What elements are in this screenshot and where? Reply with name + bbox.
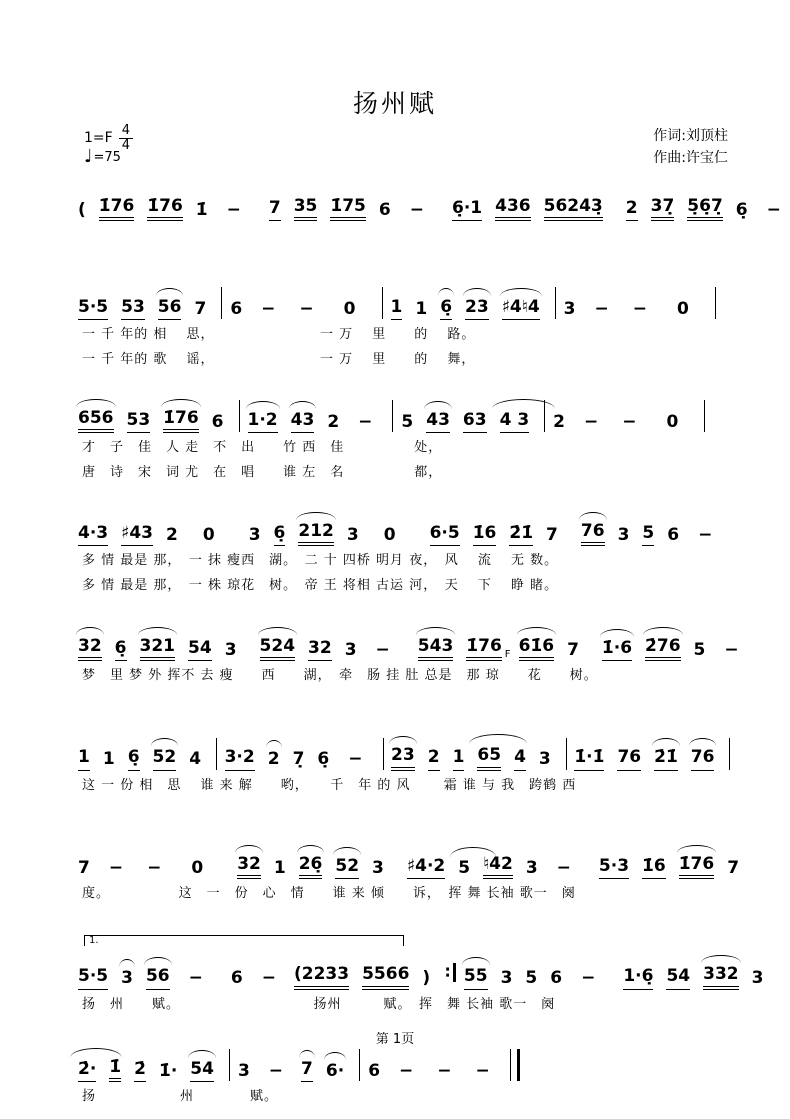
note-token: 1 xyxy=(78,747,90,770)
score xyxy=(78,176,781,1107)
slur-arc xyxy=(188,1050,216,1058)
note-token: 6 xyxy=(230,968,243,989)
barline xyxy=(715,287,716,319)
note-token: − xyxy=(437,1060,452,1081)
note-token: 0 xyxy=(677,298,689,319)
note-token: 5·5 xyxy=(78,297,108,320)
slur-arc xyxy=(258,627,298,635)
lyrics-row: 扬 州 赋。 xyxy=(82,1089,279,1104)
note-token: 3 xyxy=(617,524,630,545)
composer-credit: 作曲:许宝仁 xyxy=(653,149,728,166)
system xyxy=(78,616,738,686)
note-token: 5 xyxy=(525,968,538,989)
credits xyxy=(653,126,728,169)
note-token: 7 xyxy=(301,1059,313,1082)
note-token: − xyxy=(475,1060,490,1081)
note-token: − xyxy=(584,411,599,432)
note-token: 23 xyxy=(391,745,415,770)
note-token: − xyxy=(261,298,276,319)
note-token: ♮42 xyxy=(483,854,513,879)
lyrics-row: 梦 里 梦 外 挥不 去 瘦 西 湖， 牵 肠 挂 肚 总是 那 琼 花 树。 xyxy=(82,668,598,683)
slur-arc xyxy=(462,957,490,965)
lyrics-row: 这 一 份 相 思 谁 来 解 哟， 千 年 的 风 霜 谁 与 我 跨鹤 西 xyxy=(82,777,577,793)
slur-arc xyxy=(492,399,556,409)
note-token: 2 xyxy=(166,524,178,545)
slur-arc xyxy=(296,512,336,520)
note-token: 6̣ xyxy=(115,638,127,661)
note-token: 6 xyxy=(368,1060,381,1081)
slur-arc xyxy=(416,627,456,635)
note-token: 1̇76 xyxy=(147,196,183,221)
note-token: 212 xyxy=(298,521,334,546)
note-token: 3 xyxy=(372,857,384,878)
barline xyxy=(383,738,384,770)
lyrics-row: 一 千 年的 相 思， 一 万 里 的 路。 xyxy=(82,327,476,342)
note-token: − xyxy=(581,968,596,989)
slur-arc xyxy=(297,845,325,853)
note-token: 5·3 xyxy=(599,856,629,879)
lyrics-row: 一 千 年的 歌 谣， 一 万 里 的 舞， xyxy=(82,351,476,367)
slur-arc xyxy=(289,401,317,409)
note-token: − xyxy=(261,968,276,989)
slur-arc xyxy=(600,629,634,637)
note-token: − xyxy=(556,857,571,878)
note-token: 3 xyxy=(224,639,237,660)
barline xyxy=(239,400,240,432)
note-token: 7 xyxy=(194,298,207,319)
system xyxy=(78,176,781,221)
barline xyxy=(392,400,393,432)
note-token: 6·5 xyxy=(430,523,460,546)
slur-arc xyxy=(469,734,527,744)
note-token: 3 xyxy=(344,639,357,660)
notation-row xyxy=(78,388,738,433)
slur-arc xyxy=(701,955,741,963)
note-token: 43 xyxy=(426,410,450,433)
note-token: 4 xyxy=(514,747,526,770)
note-token: 1̇ xyxy=(109,1057,121,1082)
note-token: 6· xyxy=(326,1061,344,1082)
note-token: 76 xyxy=(691,747,715,770)
note-token: 3 xyxy=(248,524,261,545)
note-token: 6̣ xyxy=(274,523,286,546)
note-token: 1̇76 xyxy=(466,636,502,661)
barline xyxy=(555,287,556,319)
slur-arc xyxy=(652,738,680,746)
notation-row xyxy=(78,501,738,546)
note-token: − xyxy=(766,199,781,220)
tempo-value: =75 xyxy=(93,149,121,165)
note-token: 0 xyxy=(202,524,215,545)
note-token: 4 3 xyxy=(500,410,530,433)
note-token: 2̇ xyxy=(134,1059,146,1082)
slur-arc xyxy=(424,401,452,409)
note-token: 3 xyxy=(346,524,359,545)
note-token: − xyxy=(348,749,363,770)
note-token: 7 xyxy=(78,857,90,878)
note-token: 5 xyxy=(458,858,470,879)
slur-arc xyxy=(151,738,179,746)
slur-arc xyxy=(677,845,717,853)
note-token: 2 xyxy=(626,198,638,221)
note-token: 1̇75 xyxy=(330,196,366,221)
note-token: 656 xyxy=(78,408,114,433)
note-token: 6̇1̇6 xyxy=(519,636,555,661)
slur-arc xyxy=(500,288,542,296)
note-token: 32 xyxy=(308,638,332,661)
note-token: − xyxy=(299,298,314,319)
notation-row xyxy=(78,275,738,320)
slur-arc xyxy=(76,399,116,407)
note-token: 7 xyxy=(269,198,281,221)
note-token: 2 xyxy=(327,411,340,432)
barline: ∶ xyxy=(445,963,456,982)
slur-arc xyxy=(389,736,417,744)
slur-arc xyxy=(144,957,172,965)
note-token: 1̇·1̇ xyxy=(574,747,604,770)
note-token: 3 xyxy=(500,968,513,989)
note-token: 543 xyxy=(418,636,454,661)
notation-row xyxy=(78,834,738,879)
note-token: 32 xyxy=(78,636,102,661)
note-token: 3 xyxy=(525,857,538,878)
note-token: − xyxy=(268,1060,284,1081)
note-token: − xyxy=(409,199,424,220)
barline xyxy=(704,400,705,432)
slur-arc xyxy=(579,512,607,520)
note-token: 7 xyxy=(546,524,558,545)
note-token: 1 xyxy=(273,857,286,878)
note-token: 1̇· xyxy=(158,1060,178,1081)
note-token: 2 xyxy=(553,411,566,432)
note-token: 436 xyxy=(495,196,531,221)
note-token: − xyxy=(147,857,162,878)
note-token: (2233 xyxy=(294,964,349,989)
lyrics-row: 度。 这 一 份 心 情 谁 来 倾 诉， 挥 舞 长袖 歌一 阕 xyxy=(82,886,576,901)
slur-arc xyxy=(333,847,361,855)
note-token: − xyxy=(108,857,124,878)
system xyxy=(78,933,764,1015)
note-token: 2̇76 xyxy=(645,636,681,661)
note-token: 2 xyxy=(268,749,280,770)
note-token: 1̇6 xyxy=(642,856,666,879)
system xyxy=(78,1037,738,1107)
tempo-marking xyxy=(84,148,121,166)
note-token: 2̇1̇ xyxy=(654,747,678,770)
note-token: − xyxy=(188,968,203,989)
note-token: 0 xyxy=(666,411,679,432)
note-token: 6 xyxy=(550,968,563,989)
note-token: − xyxy=(724,639,739,660)
barline xyxy=(566,738,567,770)
note-token: 5 xyxy=(693,639,706,660)
note-token: 3 xyxy=(563,298,576,319)
note-token: 6̣ xyxy=(317,749,330,770)
note-token: 7 xyxy=(567,639,579,660)
note-token: 55 xyxy=(464,966,488,989)
note-token: 37̣ xyxy=(651,196,675,221)
note-token: 2̇1̇ xyxy=(509,523,533,546)
slur-arc xyxy=(235,845,263,853)
notation-row xyxy=(78,176,781,221)
note-token: 1·6̣ xyxy=(623,966,653,989)
lyrics-row: 才 子 佳 人 走 不 出 竹 西 佳 处， xyxy=(82,440,443,455)
note-token: 56 xyxy=(158,297,182,320)
barline xyxy=(382,287,383,319)
note-token: 56 xyxy=(146,966,170,989)
note-token: 1̇76 xyxy=(679,854,715,879)
notation-row xyxy=(78,945,764,990)
time-signature-numerator: 4 xyxy=(119,124,133,139)
note-token: 3·2 xyxy=(225,747,255,770)
note-token: 52 xyxy=(153,747,177,770)
note-token: 1 xyxy=(415,298,428,319)
note-token: 1̇6 xyxy=(473,523,497,546)
note-token: 7 xyxy=(727,857,740,878)
slur-arc xyxy=(76,627,104,635)
volta-bracket: 1. xyxy=(84,935,404,946)
note-token: 2̇· xyxy=(78,1059,96,1082)
slur-arc xyxy=(324,1052,346,1060)
lyricist-credit: 作词:刘顶柱 xyxy=(653,128,728,144)
note-token: 1 xyxy=(102,749,115,770)
barline xyxy=(221,287,222,319)
lyrics-row: 扬 州 赋。 扬州 赋。 挥 舞 长袖 歌一 阕 xyxy=(82,996,556,1012)
barline xyxy=(729,738,730,770)
note-token: 6̣·1 xyxy=(452,198,482,221)
note-token: 0 xyxy=(343,298,356,319)
note-token: 1̇76 xyxy=(163,408,199,433)
note-token: − xyxy=(399,1060,414,1081)
note-token: 1̇·6 xyxy=(602,638,632,661)
note-token: ♯43 xyxy=(121,523,153,546)
system xyxy=(78,834,738,904)
note-token: 5566 xyxy=(362,964,409,989)
page-number: 第 1页 xyxy=(375,1032,415,1047)
slur-arc xyxy=(119,959,135,967)
note-token: 1·2 xyxy=(248,410,278,433)
note-token: 524 xyxy=(260,636,296,661)
note-token: 6 xyxy=(211,411,224,432)
note-token: − xyxy=(358,411,373,432)
barline xyxy=(359,1049,360,1081)
slur-arc xyxy=(246,401,280,409)
note-token: 0 xyxy=(191,857,204,878)
quarter-note-icon: ♩ xyxy=(84,146,93,167)
barline xyxy=(510,1049,520,1081)
note-token: 4·3 xyxy=(78,523,108,546)
note-token: 321 xyxy=(140,636,176,661)
note-token: − xyxy=(698,524,713,545)
note-token: 54 xyxy=(190,1059,214,1082)
note-token: 6̣ xyxy=(440,297,452,320)
note-token: − xyxy=(594,298,609,319)
note-token: ( xyxy=(78,199,86,220)
note-token: 332 xyxy=(703,964,739,989)
slur-arc xyxy=(138,627,178,635)
note-token: 76 xyxy=(581,521,605,546)
note-token: 5·5 xyxy=(78,966,108,989)
note-token: 35 xyxy=(294,196,318,221)
note-token: 5 xyxy=(642,523,654,546)
note-token: − xyxy=(226,199,241,220)
slur-arc xyxy=(299,1050,315,1058)
note-token: 3 xyxy=(121,968,133,989)
note-token: 6 xyxy=(230,298,243,319)
note-token: ♯4·2 xyxy=(407,856,445,879)
system xyxy=(78,388,738,482)
note-token: 65 xyxy=(477,745,501,770)
time-signature-denominator: 4 xyxy=(121,137,130,153)
note-token: 23 xyxy=(465,297,489,320)
note-token: 0 xyxy=(383,524,396,545)
note-token: 2 xyxy=(428,747,440,770)
note-token: 54 xyxy=(188,638,212,661)
slur-arc xyxy=(266,740,282,748)
system xyxy=(78,275,738,369)
note-token: 3 xyxy=(538,749,551,770)
system xyxy=(78,501,738,595)
barline xyxy=(229,1049,230,1081)
note-token: − xyxy=(375,639,390,660)
slur-arc xyxy=(161,399,201,407)
lyrics-row: 多 情 最是 那， 一 株 琼花 树。 帝 王 将相 古运 河， 天 下 睁 睹。 xyxy=(82,577,559,593)
note-token: 1̇76 xyxy=(99,196,135,221)
note-token: 1̇ xyxy=(195,199,208,220)
note-token: 52 xyxy=(335,856,359,879)
note-token: 54 xyxy=(666,966,690,989)
note-token: 5 xyxy=(401,411,414,432)
note-token: 1 xyxy=(453,747,465,770)
slur-arc xyxy=(643,627,683,635)
note-token: 4 xyxy=(189,749,202,770)
note-token: 76 xyxy=(617,747,641,770)
note-token: 6 xyxy=(378,199,391,220)
slur-arc xyxy=(156,288,184,296)
note-token: 26̣ xyxy=(299,854,323,879)
note-token: F xyxy=(504,648,511,660)
slur-arc xyxy=(438,288,454,296)
note-token: ♯4♮4 xyxy=(502,297,540,320)
note-token: 3 xyxy=(751,968,764,989)
note-token: 6̣ xyxy=(735,199,748,220)
note-token: 53 xyxy=(127,410,151,433)
note-token: ) xyxy=(422,968,431,989)
note-token: 43 xyxy=(291,410,315,433)
note-token: 6 xyxy=(667,524,680,545)
note-token: 56243̣ xyxy=(544,196,603,221)
lyrics-row: 唐 诗 宋 词 尤 在 唱 谁 左 名 都， xyxy=(82,464,443,480)
system xyxy=(78,726,738,796)
slur-arc xyxy=(689,738,717,746)
lyrics-row: 多 情 最是 那， 一 抹 瘦西 湖。 二 十 四桥 明月 夜， 风 流 无 数。 xyxy=(82,553,559,568)
page-title: 扬州赋 xyxy=(352,89,437,118)
note-token: 32 xyxy=(237,854,261,879)
key-label: 1=F xyxy=(84,130,113,147)
note-token: 3 xyxy=(237,1060,250,1081)
note-token: 5̣6̣7̣ xyxy=(687,196,723,221)
notation-row xyxy=(78,616,738,661)
barline xyxy=(216,738,217,770)
note-token: 63 xyxy=(463,410,487,433)
note-token: 1 xyxy=(391,297,403,320)
note-token: − xyxy=(622,411,637,432)
note-token: 53 xyxy=(121,297,145,320)
slur-arc xyxy=(517,627,557,635)
note-token: − xyxy=(632,298,648,319)
note-token: 7̣ xyxy=(292,749,305,770)
notation-row xyxy=(78,726,738,771)
slur-arc xyxy=(463,288,491,296)
note-token: 6̣ xyxy=(128,747,140,770)
